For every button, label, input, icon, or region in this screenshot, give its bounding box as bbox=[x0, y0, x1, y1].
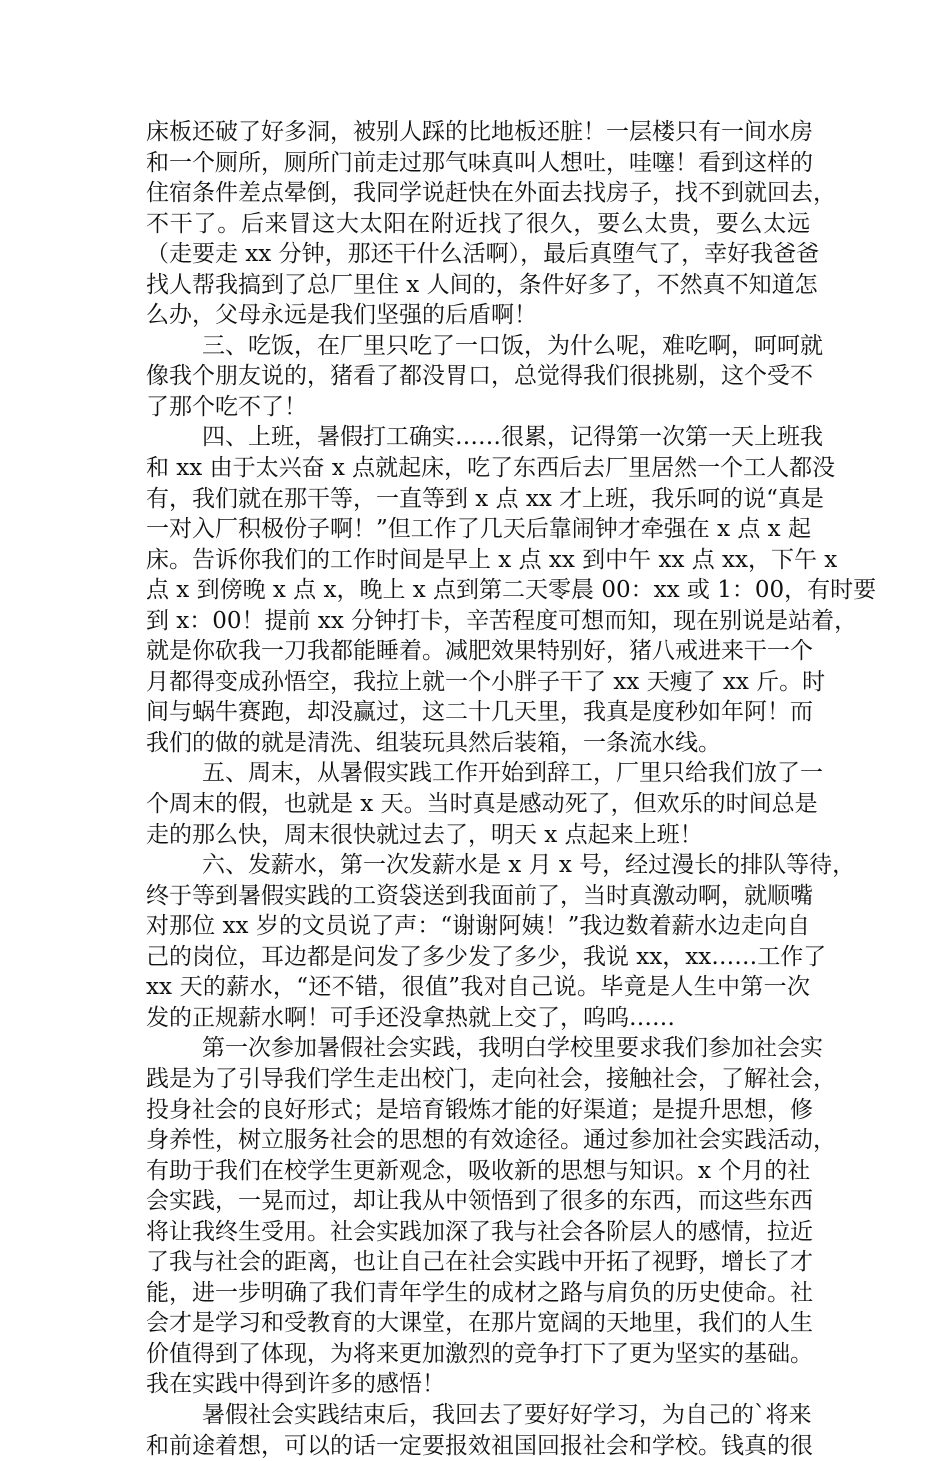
text-line: 走的那么快，周末很快就过去了，明天 x 点起来上班！ bbox=[146, 821, 703, 848]
paragraph-start-line: 暑假社会实践结束后，我回去了要好好学习，为自己的`将来 bbox=[202, 1401, 812, 1428]
text-line: 会才是学习和受教育的大课堂，在那片宽阔的天地里，我们的人生 bbox=[146, 1310, 813, 1337]
text-line: 有，我们就在那干等，一直等到 x 点 xx 才上班，我乐呵的说“真是 bbox=[146, 485, 824, 512]
text-line: 一对入厂积极份子啊！”但工作了几天后靠闹钟才牵强在 x 点 x 起 bbox=[146, 516, 811, 543]
text-line: 点 x 到傍晚 x 点 x，晚上 x 点到第二天零晨 00：xx 或 1：00，有时要 bbox=[146, 577, 877, 604]
text-line: 我在实践中得到许多的感悟！ bbox=[146, 1371, 445, 1398]
paragraph-start-line: 第一次参加暑假社会实践，我明白学校里要求我们参加社会实 bbox=[202, 1035, 823, 1062]
paragraph-start-line: 六、发薪水，第一次发薪水是 x 月 x 号，经过漫长的排队等待， bbox=[202, 852, 856, 879]
text-line: 月都得变成孙悟空，我拉上就一个小胖子干了 xx 天瘦了 xx 斤。时 bbox=[146, 668, 826, 695]
text-line: 了我与社会的距离，也让自己在社会实践中开拓了视野，增长了才 bbox=[146, 1249, 813, 1276]
text-line: 发的正规薪水啊！可手还没拿热就上交了，呜呜…… bbox=[146, 1004, 675, 1031]
text-line: 和前途着想，可以的话一定要报效祖国回报社会和学校。钱真的很 bbox=[146, 1432, 813, 1459]
text-line: 找人帮我搞到了总厂里住 x 人间的，条件好多了，不然真不知道怎 bbox=[146, 271, 818, 298]
text-line: 床。告诉你我们的工作时间是早上 x 点 xx 到中午 xx 点 xx，下午 x bbox=[146, 546, 838, 573]
text-line: 终于等到暑假实践的工资袋送到我面前了，当时真激动啊，就顺嘴 bbox=[146, 882, 813, 909]
paragraph-start-line: 三、吃饭，在厂里只吃了一口饭，为什么呢，难吃啊，呵呵就 bbox=[202, 332, 823, 359]
text-line: 到 x：00！提前 xx 分钟打卡，辛苦程度可想而知，现在别说是站着， bbox=[146, 607, 858, 634]
text-line: 就是你砍我一刀我都能睡着。减肥效果特别好，猪八戒进来干一个 bbox=[146, 638, 813, 665]
text-line: 我们的做的就是清洗、组装玩具然后装箱，一条流水线。 bbox=[146, 729, 721, 756]
text-line: 个周末的假，也就是 x 天。当时真是感动死了，但欢乐的时间总是 bbox=[146, 791, 818, 818]
text-line: 住宿条件差点晕倒，我同学说赶快在外面去找房子，找不到就回去， bbox=[146, 180, 836, 207]
text-line: 床板还破了好多洞，被别人踩的比地板还脏！一层楼只有一间水房 bbox=[146, 119, 813, 145]
text-line: 有助于我们在校学生更新观念，吸收新的思想与知识。x 个月的社 bbox=[146, 1157, 811, 1184]
paragraph-start-line: 五、周末，从暑假实践工作开始到辞工，厂里只给我们放了一 bbox=[202, 760, 823, 787]
text-line: 身养性，树立服务社会的思想的有效途径。通过参加社会实践活动， bbox=[146, 1127, 836, 1154]
text-line: 和 xx 由于太兴奋 x 点就起床，吃了东西后去厂里居然一个工人都没 bbox=[146, 455, 836, 482]
text-line: 了那个吃不了！ bbox=[146, 393, 307, 420]
text-line: 和一个厕所，厕所门前走过那气味真叫人想吐，哇噻！看到这样的 bbox=[146, 149, 813, 176]
text-line: 价值得到了体现，为将来更加激烈的竞争打下了更为坚实的基础。 bbox=[146, 1340, 813, 1367]
document-body bbox=[146, 117, 877, 1461]
text-line: 像我个朋友说的，猪看了都没胃口，总觉得我们很挑剔，这个受不 bbox=[146, 363, 813, 390]
text-line: 投身社会的良好形式；是培育锻炼才能的好渠道；是提升思想，修 bbox=[146, 1096, 813, 1123]
text-line: xx 天的薪水，“还不错，很值”我对自己说。毕竟是人生中第一次 bbox=[146, 974, 810, 1001]
text-line: 对那位 xx 岁的文员说了声：“谢谢阿姨！”我边数着薪水边走向自 bbox=[146, 913, 810, 940]
text-line: 会实践，一晃而过，却让我从中领悟到了很多的东西，而这些东西 bbox=[146, 1188, 813, 1215]
text-line: 么办，父母永远是我们坚强的后盾啊！ bbox=[146, 302, 537, 329]
text-line: 间与蜗牛赛跑，却没赢过，这二十几天里，我真是度秒如年阿！而 bbox=[146, 699, 813, 726]
paragraph-start-line: 四、上班，暑假打工确实……很累，记得第一次第一天上班我 bbox=[202, 424, 823, 451]
text-line: 践是为了引导我们学生走出校门，走向社会，接触社会，了解社会， bbox=[146, 1065, 836, 1092]
text-line: （走要走 xx 分钟，那还干什么活啊），最后真堕气了，幸好我爸爸 bbox=[146, 241, 820, 268]
text-line: 将让我终生受用。社会实践加深了我与社会各阶层人的感情，拉近 bbox=[146, 1218, 813, 1245]
text-line: 己的岗位，耳边都是问发了多少发了多少，我说 xx，xx……工作了 bbox=[146, 943, 827, 970]
text-line: 能，进一步明确了我们青年学生的成材之路与肩负的历史使命。社 bbox=[146, 1279, 813, 1306]
text-line: 不干了。后来冒这大太阳在附近找了很久，要么太贵，要么太远 bbox=[146, 210, 810, 237]
